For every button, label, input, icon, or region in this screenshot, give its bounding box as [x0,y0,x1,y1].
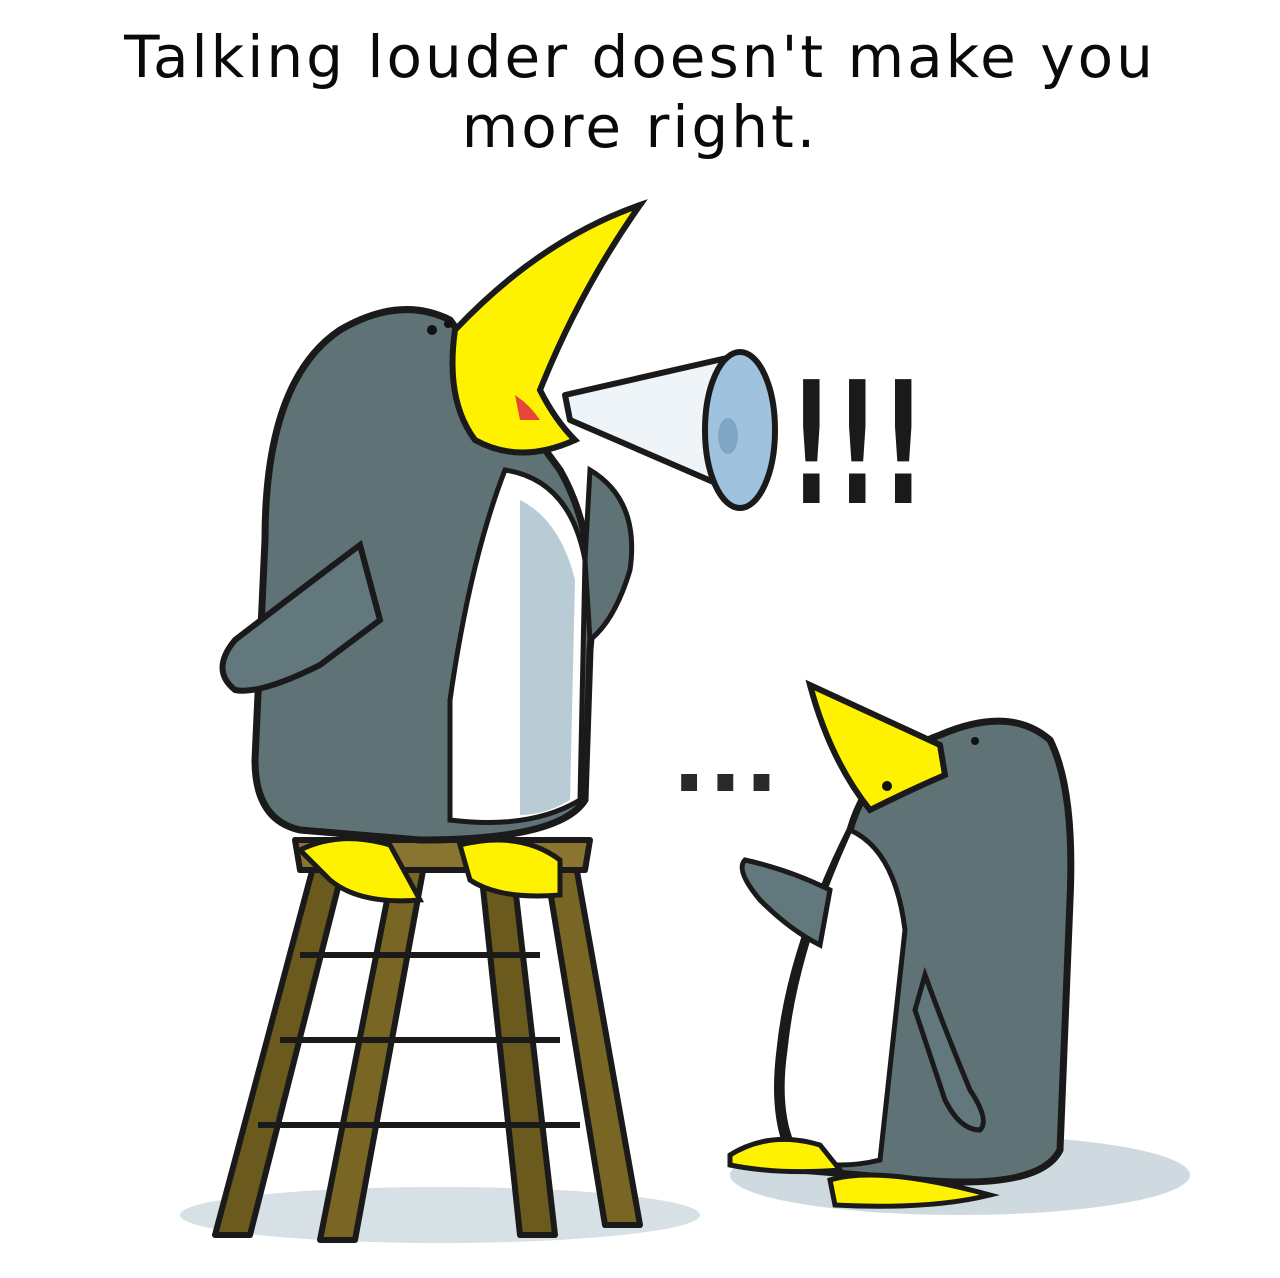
big-penguin-eye [427,325,437,335]
caption-line-1: Talking louder doesn't make you [124,23,1156,91]
step-ladder [215,840,640,1240]
small-penguin-eye [882,781,892,791]
reply-ellipsis: ... [672,708,781,813]
caption-line-2: more right. [461,93,819,161]
big-penguin-arm [585,470,632,640]
big-penguin-eye-2 [444,320,452,328]
small-penguin-front-flipper [742,860,830,945]
shout-exclamation-marks: !!! [790,346,928,544]
small-penguin-eye-2 [971,737,979,745]
